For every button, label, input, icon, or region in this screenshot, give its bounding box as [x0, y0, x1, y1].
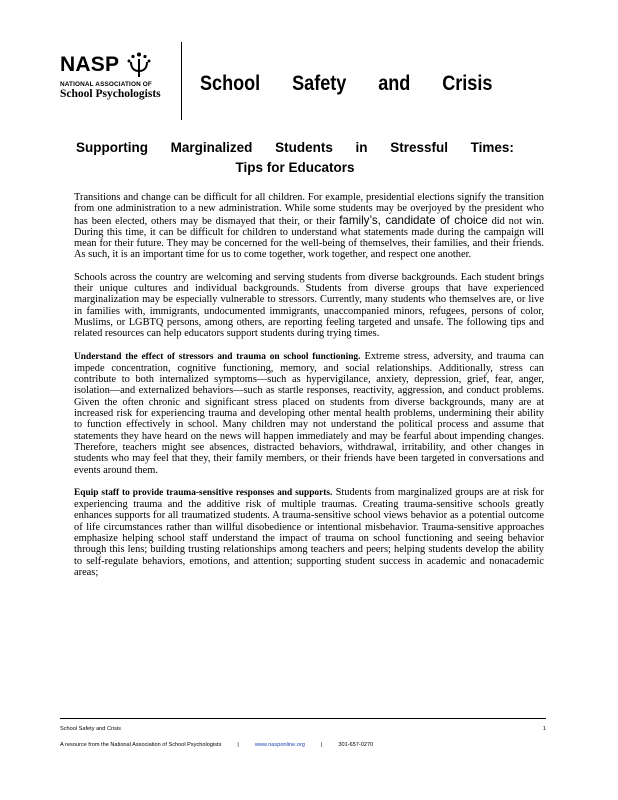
document-subtitle: [76, 138, 514, 178]
header-divider: [181, 42, 182, 120]
paragraph-trauma-sensitive: [74, 487, 544, 578]
footer-resource-text: A resource from the National Association of School Psychologists: [60, 742, 222, 748]
footer-phone: 301-657-0270: [338, 742, 374, 748]
paragraph-stressors: [74, 351, 544, 476]
footer-doc-title: School Safety and Crisis: [60, 726, 121, 732]
subtitle-line-1: [76, 138, 514, 158]
document-body: [74, 192, 544, 589]
paragraph-text: Transitions and change can be difficult for all children. For example, presidential elections signify the transition from one administration to a new administration. While some students may be overjoyed by the president who has been elected, others may be dismayed that their, or their: [74, 192, 544, 227]
subtitle-line-2: Tips for Educators: [235, 160, 355, 175]
psi-icon: [125, 52, 153, 78]
subtitle-word: Times:: [470, 140, 514, 155]
page-number: 1: [542, 726, 546, 732]
logo-subtitle: NATIONAL ASSOCIATION OF: [60, 81, 152, 88]
title-word: and: [378, 72, 411, 95]
title-word: Crisis: [442, 72, 493, 95]
footer-website-link[interactable]: www.nasponline.org: [254, 742, 305, 748]
subtitle-word: in: [355, 140, 368, 155]
paragraph-text: family’s, candidate of choice: [339, 213, 488, 227]
logo-name: NASP: [60, 53, 120, 76]
footer-divider: [60, 718, 546, 719]
paragraph-lead: Equip staff to provide trauma-sensitive responses and supports.: [74, 487, 333, 498]
nasp-logo: [60, 52, 178, 100]
subtitle-word: Supporting: [76, 140, 148, 155]
paragraph-text: Students from marginalized groups are at risk for experiencing trauma and the additive risk of multiple traumas. Creating trauma-sensitive schools greatly enhances supports for all traumatized students. A trauma-sensitive school views behavior as a potential outcome of life circumstances rather than willful disobedience or intentional misbehavior. Trauma-sensitive approaches emphasize helping school staff understand the impact of trauma on school functioning and seeing behavior through this lens; building trusting relationships among teachers and peers; helping students develop the ability to self-regulate behaviors, emotions, and attention; supporting student success in academic and nonacademic areas;: [74, 486, 544, 578]
page-footer: School Safety and Crisis 1 A resource from the National Association of School Psychologists | www.nasponline.org | 301-657-0270: [60, 718, 546, 748]
paragraph-text: did not win. During this time, it can be difficult for children to understand what statements made during the campaign will mean for their future. They may be concerned for the well-being of themselves, their families, and their friends. As such, it is an important time for us to come together, work together, and respect one another.: [74, 215, 544, 261]
subtitle-word: Marginalized: [170, 140, 253, 155]
paragraph-intro: [74, 192, 544, 261]
title-word: Safety: [292, 72, 347, 95]
paragraph-text: Extreme stress, adversity, and trauma can impede concentration, cognitive functioning, memory, and social relationships. Additionally, stress can contribute to both internalized symptoms—such as hypervigilance, anxiety, depression, grief, fear, anger, isolation—and externalized behaviors—such as startle responses, reactivity, aggression, and conduct problems. Given the often chronic and significant stress placed on students from diverse backgrounds, many are at increased risk for experiencing trauma and developing other mental health problems, undermining their ability to function effectively in school. Many children may not understand the political process and assume that statements they have heard on the news will happen immediately and may be fearful about impending changes. Therefore, teachers might see absences, distracted behaviors, withdrawal, irritability, and other changes in students who may feel that they, their family members, or their friends have been targeted in conversations and events around them.: [74, 350, 544, 476]
paragraph-lead: Understand the effect of stressors and trauma on school functioning.: [74, 351, 361, 362]
paragraph-schools: Schools across the country are welcoming and serving students from diverse backgrounds. Each student brings their unique cultures and individual backgrounds. Students from diverse groups that have experienced marginalization may be especially vulnerable to stressors. Currently, many students who themselves are, or live in families with, immigrants, undocumented immigrants, unaccompanied minors, refugees, persons of color, Muslims, or LGBTQ persons, among others, are reporting feeling targeted and unsafe. The following tips and related resources can help educators support students during trying times.: [74, 271, 544, 340]
subtitle-word: Students: [275, 140, 333, 155]
page-title: [200, 72, 492, 96]
logo-school-psychologists: School Psychologists: [60, 88, 161, 100]
subtitle-word: Stressful: [390, 140, 448, 155]
title-word: School: [200, 72, 261, 95]
